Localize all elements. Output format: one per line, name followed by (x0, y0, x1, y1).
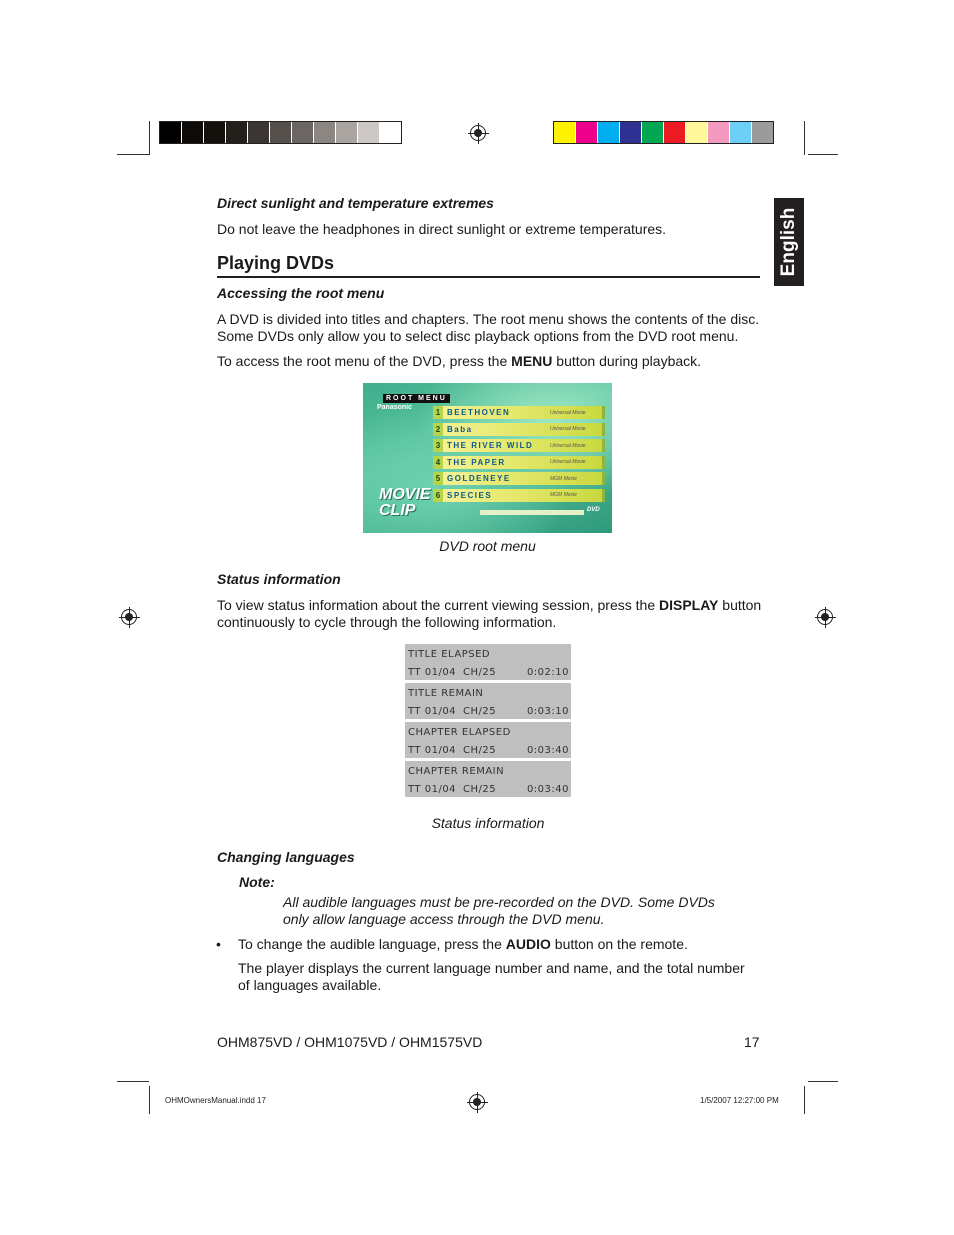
title-item (433, 423, 605, 436)
status-caption: Status information (431, 815, 545, 831)
title-counter: TT 01/04 (408, 706, 457, 717)
title-number: 6 (433, 489, 443, 502)
registration-mark-icon (121, 609, 137, 625)
status-panel (405, 644, 571, 680)
title-number: 2 (433, 423, 443, 436)
color-swatch (204, 122, 226, 143)
section-rule (217, 276, 760, 278)
color-swatch (752, 122, 773, 143)
dvd-logo: DVD (587, 507, 600, 513)
title-studio: MGM Movie (550, 492, 577, 499)
root-menu-instruction: To access the root menu of the DVD, press the MENU button during playback. (217, 353, 702, 369)
sunlight-heading: Direct sunlight and temperature extremes (217, 195, 494, 211)
note-label: Note: (239, 874, 275, 890)
crop-mark (808, 154, 838, 155)
audio-instruction: To change the audible language, press the AUDIO button on the remote. (238, 936, 688, 952)
color-swatch (620, 122, 642, 143)
color-swatch (336, 122, 358, 143)
time-readout: 0:03:40 (526, 745, 569, 756)
brand-logo: Panasonic (377, 404, 413, 411)
registration-mark-icon (470, 125, 486, 141)
registration-mark-icon (469, 1094, 485, 1110)
languages-heading: Changing languages (217, 849, 355, 865)
title-item (433, 472, 605, 485)
color-swatch (314, 122, 336, 143)
title-studio: Universal Movie (550, 426, 586, 433)
menu-button-label: MENU (511, 353, 553, 369)
color-swatch (380, 122, 401, 143)
chapter-counter: CH/25 (463, 745, 497, 756)
bullet-icon: • (216, 936, 221, 952)
color-swatch (182, 122, 204, 143)
title-name: THE RIVER WILD (447, 441, 534, 451)
crop-mark (804, 121, 805, 155)
title-counter: TT 01/04 (408, 745, 457, 756)
crop-mark (808, 1081, 838, 1082)
title-item (433, 456, 605, 469)
title-item (433, 489, 605, 502)
title-item (433, 439, 605, 452)
status-panel (405, 683, 571, 719)
note-text: All audible languages must be pre-recorded on the DVD. Some DVDs only allow language access through the DVD menu. (283, 894, 715, 927)
grey-color-bar (159, 121, 402, 144)
color-swatch (292, 122, 314, 143)
title-name: BEETHOVEN (447, 408, 511, 417)
color-swatch (554, 122, 576, 143)
title-name: SPECIES (447, 490, 493, 500)
title-number: 4 (433, 456, 443, 469)
movie-clip-logo: MOVIE CLIP (379, 486, 431, 519)
language-display-text: The player displays the current language number and name, and the total number of languages available. (238, 960, 745, 993)
color-swatch (730, 122, 752, 143)
status-panel (405, 722, 571, 758)
color-swatch (642, 122, 664, 143)
status-label: CHAPTER ELAPSED (408, 727, 511, 738)
status-label: TITLE REMAIN (408, 688, 484, 699)
title-studio: Universal Movie (550, 459, 586, 466)
slug-filename: OHMOwnersManual.indd 17 (165, 1096, 266, 1105)
title-number: 3 (433, 439, 443, 452)
color-swatch (686, 122, 708, 143)
color-swatch (358, 122, 380, 143)
status-paragraph: To view status information about the current viewing session, press the DISPLAY button continuously to cycle through the following information. (217, 597, 762, 630)
page-number: 17 (744, 1034, 760, 1050)
color-swatch (598, 122, 620, 143)
crop-mark (804, 1086, 805, 1114)
chapter-counter: CH/25 (463, 667, 497, 678)
footer-model-numbers: OHM875VD / OHM1075VD / OHM1575VD (217, 1034, 483, 1050)
root-menu-paragraph: A DVD is divided into titles and chapters. The root menu shows the contents of the disc. Some DVDs only allow you to select disc playback options from the DVD root menu. (217, 311, 760, 344)
crop-mark (149, 1086, 150, 1114)
language-tab (774, 198, 804, 286)
status-label: TITLE ELAPSED (408, 649, 491, 660)
crop-mark (117, 154, 149, 155)
title-item (433, 406, 605, 419)
title-number: 5 (433, 472, 443, 485)
section-title: Playing DVDs (217, 253, 335, 273)
root-menu-tag: ROOT MENU (383, 394, 450, 403)
status-label: CHAPTER REMAIN (408, 766, 505, 777)
title-name: THE PAPER (447, 457, 506, 467)
status-heading: Status information (217, 571, 341, 587)
language-tab-label: English (778, 207, 799, 277)
title-name: GOLDENEYE (447, 474, 511, 484)
title-number: 1 (433, 406, 443, 419)
display-button-label: DISPLAY (659, 597, 719, 613)
title-list (433, 406, 605, 506)
color-swatch (576, 122, 598, 143)
status-panel (405, 761, 571, 797)
dvd-root-menu-caption: DVD root menu (439, 538, 536, 554)
chapter-counter: CH/25 (463, 784, 497, 795)
title-studio: Universal Movie (550, 409, 586, 416)
color-swatch (160, 122, 182, 143)
chapter-counter: CH/25 (463, 706, 497, 717)
title-studio: MGM Movie (550, 475, 577, 482)
time-readout: 0:03:40 (526, 784, 569, 795)
color-swatch (708, 122, 730, 143)
registration-mark-icon (817, 609, 833, 625)
crop-mark (149, 121, 150, 155)
color-swatch (226, 122, 248, 143)
process-color-bar (553, 121, 774, 144)
status-information-image (405, 644, 571, 800)
dvd-root-menu-image (363, 383, 612, 533)
crop-mark (117, 1081, 149, 1082)
color-swatch (270, 122, 292, 143)
audio-button-label: AUDIO (505, 936, 551, 952)
title-studio: Universal Movie (550, 442, 586, 449)
footer-strip (480, 510, 584, 515)
color-swatch (664, 122, 686, 143)
time-readout: 0:03:10 (526, 706, 569, 717)
title-name: Baba (447, 424, 473, 434)
root-menu-heading: Accessing the root menu (217, 285, 385, 301)
title-counter: TT 01/04 (408, 784, 457, 795)
sunlight-text: Do not leave the headphones in direct sunlight or extreme temperatures. (217, 221, 667, 237)
color-swatch (248, 122, 270, 143)
slug-timestamp: 1/5/2007 12:27:00 PM (700, 1096, 779, 1105)
title-counter: TT 01/04 (408, 667, 457, 678)
time-readout: 0:02:10 (526, 667, 569, 678)
